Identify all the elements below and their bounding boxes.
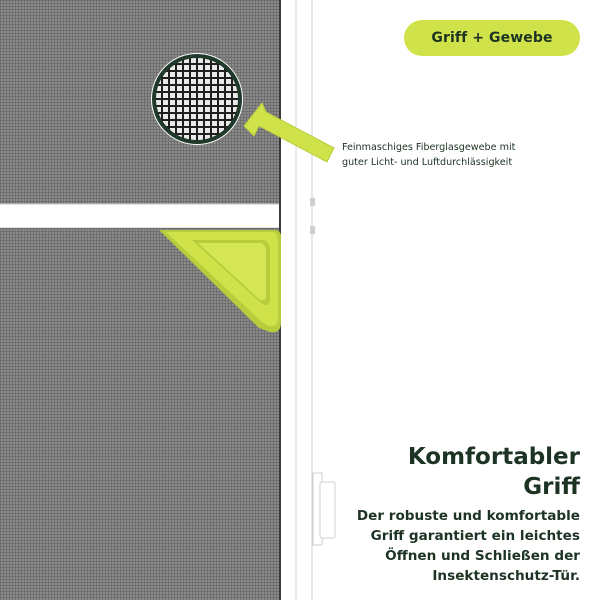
callout-line: Feinmaschiges Fiberglasgewebe mit [342, 142, 516, 153]
headline-line: Griff [523, 474, 580, 500]
category-badge-label: Griff + Gewebe [431, 30, 553, 46]
description-line: Öffnen und Schließen der [385, 548, 580, 564]
headline-line: Komfortabler [407, 444, 580, 470]
description [290, 506, 580, 586]
category-badge [404, 20, 580, 56]
crossbar [0, 204, 300, 228]
callout-line: guter Licht- und Luftdurchlässigkeit [342, 157, 513, 168]
description-line: Insektenschutz-Tür. [432, 568, 580, 584]
mesh-callout [342, 140, 587, 170]
headline [280, 442, 580, 502]
description-line: Griff garantiert ein leichtes [370, 528, 580, 544]
description-line: Der robuste und komfortable [356, 508, 580, 524]
